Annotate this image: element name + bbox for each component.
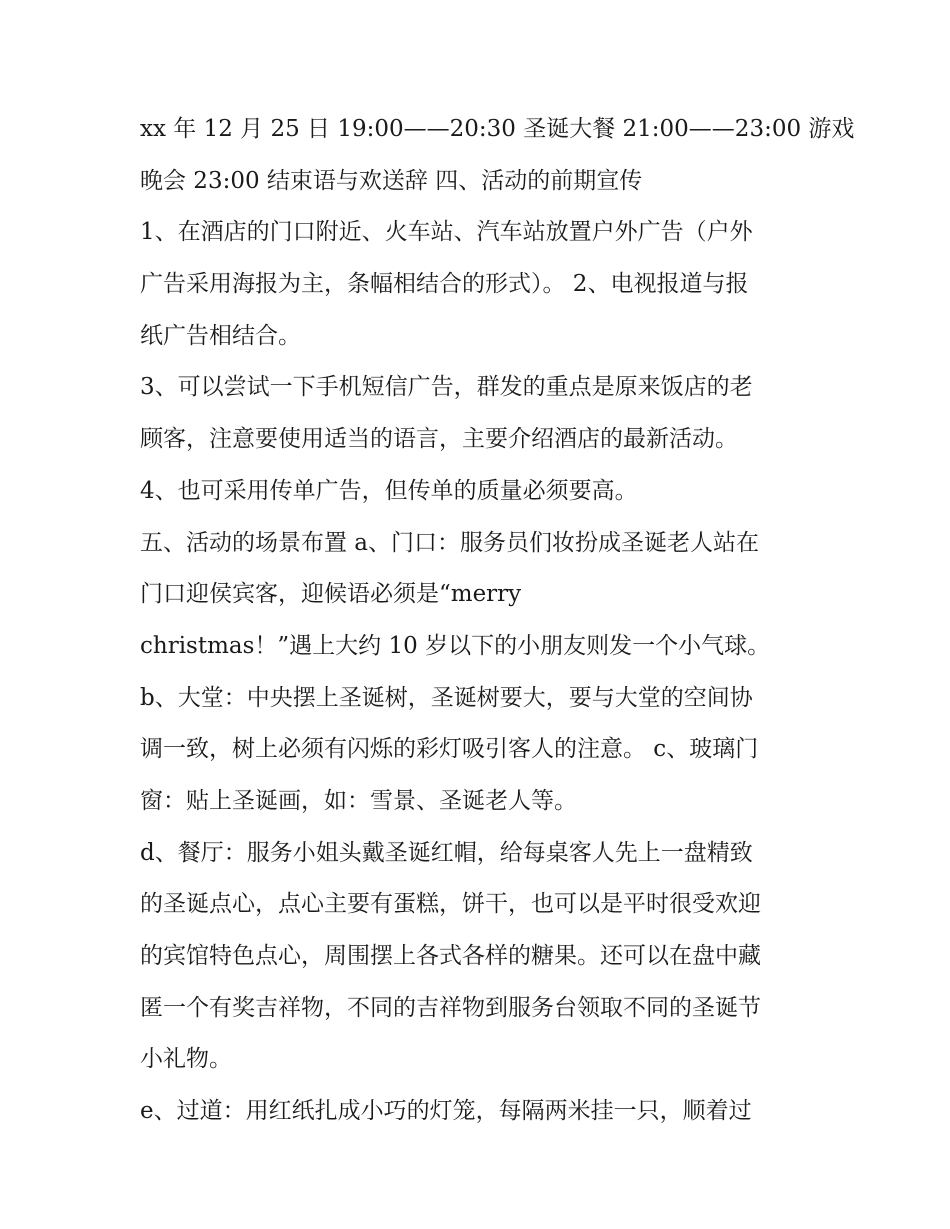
text-line: 晚会 23:00 结束语与欢送辞 四、活动的前期宣传 xyxy=(140,167,643,194)
text-line: xx 年 12 月 25 日 19:00——20:30 圣诞大餐 21:00——23:00 游戏 xyxy=(140,116,855,142)
text-line: 的圣诞点心，点心主要有蛋糕，饼干，也可以是平时很受欢迎 xyxy=(140,891,761,918)
document-body xyxy=(140,104,855,1138)
text-line: e、过道：用红纸扎成小巧的灯笼，每隔两米挂一只，顺着过 xyxy=(140,1098,752,1125)
text-line: 1、在酒店的门口附近、火车站、汽车站放置户外广告（户外 xyxy=(140,219,753,246)
text-line: 小礼物。 xyxy=(140,1046,232,1073)
text-line: 门口迎侯宾客，迎候语必须是“merry xyxy=(140,581,522,608)
text-line: 调一致，树上必须有闪烁的彩灯吸引客人的注意。 c、玻璃门 xyxy=(140,736,759,763)
text-line: 广告采用海报为主，条幅相结合的形式）。 2、电视报道与报 xyxy=(140,271,749,298)
text-line: 纸广告相结合。 xyxy=(140,322,301,349)
text-line: 的宾馆特色点心，周围摆上各式各样的糖果。还可以在盘中藏 xyxy=(140,943,761,969)
text-line: 3、可以尝试一下手机短信广告，群发的重点是原来饭店的老 xyxy=(140,374,753,401)
text-line: 4、也可采用传单广告，但传单的质量必须要高。 xyxy=(140,477,638,504)
text-line: christmas！”遇上大约 10 岁以下的小朋友则发一个小气球。 xyxy=(140,632,771,659)
text-line: b、大堂：中央摆上圣诞树，圣诞树要大，要与大堂的空间协 xyxy=(140,684,753,711)
text-line: 窗：贴上圣诞画，如：雪景、圣诞老人等。 xyxy=(140,787,577,814)
text-line: 顾客，注意要使用适当的语言，主要介绍酒店的最新活动。 xyxy=(140,426,738,453)
text-line: 匿一个有奖吉祥物，不同的吉祥物到服务台领取不同的圣诞节 xyxy=(140,994,761,1021)
text-line: d、餐厅：服务小姐头戴圣诞红帽，给每桌客人先上一盘精致 xyxy=(140,839,753,866)
text-line: 五、活动的场景布置 a、门口：服务员们妆扮成圣诞老人站在 xyxy=(140,529,760,556)
